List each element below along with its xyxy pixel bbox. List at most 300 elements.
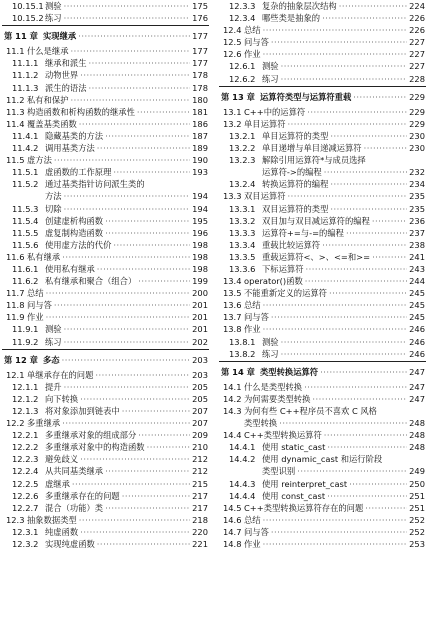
toc-entry-title: 多态 — [43, 354, 60, 365]
toc-section-entry[interactable] — [217, 287, 428, 299]
toc-section-entry[interactable] — [0, 417, 211, 429]
toc-entry-page-number: 215 — [192, 478, 208, 489]
toc-column-left — [0, 0, 211, 550]
toc-subsection-entry[interactable] — [217, 239, 428, 251]
toc-subsection-entry[interactable] — [0, 227, 211, 239]
toc-subsection-entry[interactable] — [0, 453, 211, 465]
toc-dot-leader — [349, 478, 407, 490]
toc-section-entry[interactable] — [217, 502, 428, 514]
toc-dot-leader — [324, 429, 407, 441]
toc-entry-title: 继承和派生 — [45, 58, 87, 69]
toc-subsection-entry[interactable] — [0, 336, 211, 348]
toc-entry-page-number: 248 — [409, 430, 425, 441]
toc-entry-page-number: 177 — [192, 58, 208, 69]
toc-entry-page-number: 193 — [192, 167, 208, 178]
toc-entry-title: 纯虚函数 — [45, 526, 79, 537]
toc-entry-page-number: 252 — [409, 526, 425, 537]
toc-entry-number: 13.3.3 — [229, 227, 256, 238]
toc-entry-page-number: 234 — [409, 179, 425, 190]
toc-entry-title: 切除 — [45, 203, 62, 214]
toc-entry-number: 13.8.2 — [229, 348, 256, 359]
toc-subsection-entry[interactable] — [0, 12, 211, 24]
toc-dot-leader — [64, 190, 191, 202]
toc-dot-leader — [64, 12, 191, 24]
toc-entry-number: 12.2.1 — [12, 430, 39, 441]
toc-subsection-entry[interactable] — [217, 490, 428, 502]
toc-subsection-entry[interactable] — [217, 227, 428, 239]
toc-entry-number: 13.2.2 — [229, 143, 256, 154]
toc-chapter-entry[interactable] — [0, 30, 211, 42]
toc-entry-title: 问与答 — [244, 312, 269, 323]
toc-entry-title: 混合（功能）类 — [45, 502, 104, 513]
toc-entry-number: 11.9 — [6, 312, 25, 323]
toc-section-entry[interactable] — [0, 369, 211, 381]
toc-entry-number: 13.4 — [223, 276, 242, 287]
toc-entry-number: 12.2.6 — [12, 490, 39, 501]
toc-subsection-entry[interactable] — [217, 0, 428, 12]
toc-entry-number: 12.4 — [223, 25, 242, 36]
toc-entry-number: 12.2.3 — [12, 454, 39, 465]
toc-entry-page-number: 207 — [192, 418, 208, 429]
toc-entry-page-number: 217 — [192, 490, 208, 501]
toc-dot-leader — [105, 130, 190, 142]
toc-entry-page-number: 245 — [409, 288, 425, 299]
toc-dot-leader — [279, 417, 407, 429]
toc-entry-title: 多重继承存在的问题 — [45, 490, 120, 501]
toc-entry-page-number: 245 — [409, 300, 425, 311]
toc-continuation-line[interactable] — [217, 465, 428, 477]
toc-subsection-entry[interactable] — [0, 215, 211, 227]
toc-entry-title: 调用基类方法 — [45, 143, 95, 154]
toc-section-entry[interactable] — [0, 106, 211, 118]
toc-entry-title: 解除引用运算符*与成员选择 — [262, 155, 366, 166]
toc-entry-page-number: 176 — [192, 13, 208, 24]
toc-entry-page-number: 205 — [192, 381, 208, 392]
toc-subsection-entry[interactable] — [217, 453, 428, 465]
toc-subsection-entry[interactable] — [217, 203, 428, 215]
toc-chapter-entry[interactable] — [217, 366, 428, 378]
toc-section-entry[interactable] — [217, 106, 428, 118]
toc-entry-page-number: 244 — [409, 276, 425, 287]
toc-entry-page-number: 248 — [409, 418, 425, 429]
toc-dot-leader — [330, 203, 407, 215]
toc-dot-leader — [271, 526, 407, 538]
toc-section-entry[interactable] — [217, 36, 428, 48]
toc-entry-title: 类型识别 — [262, 466, 296, 477]
toc-section-entry[interactable] — [217, 190, 428, 202]
toc-section-entry[interactable] — [217, 323, 428, 335]
toc-chapter-entry[interactable] — [0, 354, 211, 366]
toc-dot-leader — [263, 299, 408, 311]
toc-dot-leader — [80, 393, 190, 405]
toc-entry-number: 第 11 章 — [4, 31, 38, 42]
toc-section-entry[interactable] — [217, 405, 428, 417]
toc-section-entry[interactable] — [0, 514, 211, 526]
toc-entry-title: 类型转换 — [244, 418, 278, 429]
toc-section-entry[interactable] — [217, 299, 428, 311]
toc-dot-leader — [89, 82, 191, 94]
toc-subsection-entry[interactable] — [0, 478, 211, 490]
toc-entry-title: 覆盖基类函数 — [27, 118, 77, 129]
toc-entry-number: 14.5 — [223, 502, 242, 513]
toc-entry-page-number: 227 — [409, 37, 425, 48]
toc-section-entry[interactable] — [217, 48, 428, 60]
toc-entry-number: 13.3 — [223, 191, 242, 202]
toc-entry-title: 作业 — [244, 324, 261, 335]
toc-entry-page-number: 228 — [409, 73, 425, 84]
toc-subsection-entry[interactable] — [217, 478, 428, 490]
toc-dot-leader — [72, 478, 190, 490]
toc-entry-title: 转换运算符的编程 — [262, 179, 329, 190]
toc-dot-leader — [327, 490, 407, 502]
toc-dot-leader — [62, 251, 190, 263]
toc-section-entry[interactable] — [217, 538, 428, 550]
toc-entry-number: 14.4.1 — [229, 442, 256, 453]
toc-subsection-entry[interactable] — [0, 538, 211, 550]
toc-entry-title: 总结 — [244, 300, 261, 311]
toc-subsection-entry[interactable] — [0, 57, 211, 69]
toc-subsection-entry[interactable] — [0, 239, 211, 251]
toc-continuation-line[interactable] — [0, 190, 211, 202]
toc-dot-leader — [339, 0, 407, 12]
toc-dot-leader — [372, 251, 407, 263]
toc-dot-leader — [71, 94, 191, 106]
toc-dot-leader — [320, 366, 407, 378]
toc-entry-title: 练习 — [45, 336, 62, 347]
toc-dot-leader — [330, 130, 407, 142]
toc-subsection-entry[interactable] — [0, 441, 211, 453]
toc-section-entry[interactable] — [0, 118, 211, 130]
toc-entry-page-number: 190 — [192, 155, 208, 166]
toc-entry-title: 构造函数和析构函数的继承性 — [27, 106, 135, 117]
toc-entry-title: 测验 — [262, 61, 279, 72]
toc-entry-number: 12.1 — [6, 369, 25, 380]
toc-entry-page-number: 227 — [409, 49, 425, 60]
toc-entry-number: 12.1.3 — [12, 406, 39, 416]
toc-entry-number: 14.4.2 — [229, 454, 256, 465]
toc-entry-page-number: 207 — [192, 406, 208, 416]
toc-entry-title: 虚方法 — [27, 155, 52, 166]
toc-subsection-entry[interactable] — [0, 465, 211, 477]
toc-entry-title: 什么是继承 — [27, 46, 69, 57]
toc-entry-title: 单继承存在的问题 — [27, 369, 94, 380]
toc-subsection-entry[interactable] — [0, 203, 211, 215]
toc-entry-number: 14.6 — [223, 514, 242, 525]
toc-dot-leader — [281, 348, 408, 360]
toc-subsection-entry[interactable] — [0, 405, 211, 417]
toc-entry-title: operator()函数 — [244, 276, 303, 287]
toc-dot-leader — [64, 336, 191, 348]
toc-entry-title: 使用 dynamic_cast 和运行阶段 — [262, 454, 383, 465]
toc-subsection-entry[interactable] — [0, 0, 211, 12]
toc-entry-number: 14.8 — [223, 539, 242, 550]
toc-entry-page-number: 189 — [192, 143, 208, 154]
toc-dot-leader — [322, 239, 407, 251]
toc-subsection-entry[interactable] — [217, 130, 428, 142]
toc-entry-number: 12.5 — [223, 37, 242, 48]
toc-subsection-entry[interactable] — [217, 142, 428, 154]
toc-entry-title: 双目运算符 — [244, 191, 286, 202]
toc-entry-page-number: 201 — [192, 324, 208, 335]
toc-chapter-entry[interactable] — [217, 91, 428, 103]
toc-dot-leader — [365, 502, 407, 514]
toc-section-entry[interactable] — [217, 429, 428, 441]
toc-entry-page-number: 235 — [409, 191, 425, 202]
toc-entry-page-number: 202 — [192, 336, 208, 347]
toc-entry-title: 单目递增与单目递减运算符 — [262, 143, 362, 154]
toc-dot-leader — [281, 60, 408, 72]
toc-section-entry[interactable] — [0, 94, 211, 106]
toc-section-entry[interactable] — [0, 154, 211, 166]
toc-subsection-entry[interactable] — [217, 441, 428, 453]
toc-subsection-entry[interactable] — [217, 215, 428, 227]
toc-entry-number: 11.1.3 — [12, 82, 39, 93]
toc-subsection-entry[interactable] — [217, 263, 428, 275]
toc-entry-title: 总结 — [27, 288, 44, 299]
toc-subsection-entry[interactable] — [0, 263, 211, 275]
toc-continuation-line[interactable] — [217, 417, 428, 429]
toc-dot-leader — [263, 24, 408, 36]
toc-dot-leader — [64, 203, 191, 215]
toc-dot-leader — [263, 538, 408, 550]
toc-continuation-line[interactable] — [217, 166, 428, 178]
toc-entry-number: 11.9.1 — [12, 324, 39, 335]
toc-entry-number: 14.7 — [223, 526, 242, 537]
toc-subsection-entry[interactable] — [0, 69, 211, 81]
toc-subsection-entry[interactable] — [0, 490, 211, 502]
toc-subsection-entry[interactable] — [217, 251, 428, 263]
toc-section-entry[interactable] — [217, 311, 428, 323]
toc-dot-leader — [138, 429, 190, 441]
toc-section-entry[interactable] — [217, 526, 428, 538]
toc-entry-page-number: 212 — [192, 466, 208, 477]
toc-section-entry[interactable] — [0, 287, 211, 299]
toc-entry-page-number: 217 — [192, 502, 208, 513]
toc-entry-number: 14.4 — [223, 430, 242, 441]
toc-entry-title: 多重继承对象中的构造函数 — [45, 442, 145, 453]
toc-dot-leader — [353, 91, 407, 103]
toc-dot-leader — [46, 311, 191, 323]
toc-entry-title: 从共同基类继承 — [45, 466, 104, 477]
toc-subsection-entry[interactable] — [0, 82, 211, 94]
toc-entry-title: 类型转换运算符 — [260, 366, 319, 377]
toc-subsection-entry[interactable] — [0, 166, 211, 178]
toc-dot-leader — [327, 441, 407, 453]
toc-entry-number: 11.3 — [6, 106, 25, 117]
toc-section-entry[interactable] — [0, 311, 211, 323]
toc-entry-number: 12.2.2 — [12, 442, 39, 453]
toc-dot-leader — [271, 311, 407, 323]
toc-subsection-entry[interactable] — [0, 323, 211, 335]
toc-entry-page-number: 250 — [409, 478, 425, 489]
toc-entry-title: 重载运算符<、>、<=和>= — [262, 251, 371, 262]
toc-entry-number: 13.3.6 — [229, 263, 256, 274]
toc-entry-page-number: 195 — [192, 215, 208, 226]
toc-entry-page-number: 199 — [192, 276, 208, 287]
toc-dot-leader — [80, 526, 190, 538]
toc-dot-leader — [288, 190, 408, 202]
toc-entry-title: 单目运算符的类型 — [262, 130, 329, 141]
toc-dot-leader — [306, 263, 408, 275]
chapter-divider-line — [2, 25, 209, 26]
toc-entry-page-number: 203 — [192, 354, 208, 365]
toc-entry-number: 13.3.1 — [229, 203, 256, 214]
toc-entry-number: 12.3.3 — [229, 1, 256, 11]
toc-entry-page-number: 251 — [409, 502, 425, 513]
toc-entry-title: 作业 — [244, 49, 261, 60]
toc-entry-title: C++类型转换运算符存在的问题 — [244, 502, 364, 513]
toc-entry-title: 私有继承 — [27, 251, 61, 262]
toc-entry-number: 11.9.2 — [12, 336, 39, 347]
toc-entry-title: 动物世界 — [45, 70, 79, 81]
toc-entry-number: 13.2.3 — [229, 155, 256, 166]
toc-section-entry[interactable] — [217, 514, 428, 526]
toc-entry-title: 使用 reinterpret_cast — [262, 478, 348, 489]
toc-entry-title: 抽象数据类型 — [27, 514, 77, 525]
toc-dot-leader — [105, 215, 190, 227]
toc-entry-title: 作业 — [27, 312, 44, 323]
toc-entry-title: 哪些类是抽象的 — [262, 13, 321, 24]
toc-section-entry[interactable] — [217, 118, 428, 130]
toc-entry-number: 11.4 — [6, 118, 25, 129]
toc-subsection-entry[interactable] — [217, 348, 428, 360]
toc-section-entry[interactable] — [217, 393, 428, 405]
toc-dot-leader — [78, 30, 190, 42]
toc-dot-leader — [97, 142, 190, 154]
toc-entry-page-number: 249 — [409, 466, 425, 477]
toc-entry-title: 问与答 — [244, 526, 269, 537]
toc-dot-leader — [372, 215, 407, 227]
toc-entry-number: 12.3.1 — [12, 526, 39, 537]
toc-subsection-entry[interactable] — [0, 178, 211, 190]
toc-entry-page-number: 210 — [192, 442, 208, 453]
toc-entry-number: 11.6.1 — [12, 263, 39, 274]
toc-entry-page-number: 200 — [192, 288, 208, 299]
toc-entry-title: 方法 — [45, 191, 62, 202]
toc-subsection-entry[interactable] — [0, 142, 211, 154]
toc-subsection-entry[interactable] — [0, 275, 211, 287]
toc-subsection-entry[interactable] — [0, 381, 211, 393]
toc-section-entry[interactable] — [217, 381, 428, 393]
toc-entry-title: 向下转换 — [45, 393, 79, 404]
toc-entry-title: 多重继承 — [27, 418, 61, 429]
toc-entry-title: 私有继承和聚合（组合） — [45, 276, 137, 287]
toc-dot-leader — [80, 69, 190, 81]
toc-dot-leader — [138, 275, 190, 287]
toc-entry-number: 第 12 章 — [4, 354, 38, 365]
toc-dot-leader — [105, 465, 190, 477]
toc-entry-page-number: 221 — [192, 539, 208, 550]
toc-entry-page-number: 220 — [192, 526, 208, 537]
toc-entry-title: 测验 — [262, 336, 279, 347]
toc-entry-title: 问与答 — [244, 37, 269, 48]
toc-entry-title: 问与答 — [27, 300, 52, 311]
toc-entry-title: 使用虚方法的代价 — [45, 239, 112, 250]
toc-entry-title: 隐藏基类的方法 — [45, 130, 104, 141]
toc-entry-number: 13.3.5 — [229, 251, 256, 262]
toc-entry-title: 双目运算符的类型 — [262, 203, 329, 214]
toc-entry-title: 通过基类指针访问派生类的 — [45, 179, 145, 190]
toc-entry-number: 11.1.1 — [12, 58, 39, 69]
toc-dot-leader — [105, 227, 190, 239]
toc-entry-number: 13.5 — [223, 288, 242, 299]
toc-entry-page-number: 180 — [192, 94, 208, 105]
toc-dot-leader — [122, 490, 190, 502]
toc-entry-title: 运算符+=与-=的编程 — [262, 227, 344, 238]
toc-section-entry[interactable] — [0, 251, 211, 263]
toc-subsection-entry[interactable] — [217, 12, 428, 24]
toc-entry-title: 什么是类型转换 — [244, 381, 303, 392]
toc-entry-number: 11.5.6 — [12, 239, 39, 250]
toc-dot-leader — [364, 142, 408, 154]
toc-dot-leader — [312, 393, 407, 405]
toc-subsection-entry[interactable] — [217, 178, 428, 190]
toc-dot-leader — [95, 369, 190, 381]
toc-entry-number: 13.7 — [223, 312, 242, 323]
toc-entry-number: 12.2.7 — [12, 502, 39, 513]
toc-section-entry[interactable] — [217, 275, 428, 287]
toc-subsection-entry[interactable] — [0, 502, 211, 514]
toc-entry-title: 实现纯虚函数 — [45, 539, 95, 550]
toc-subsection-entry[interactable] — [217, 336, 428, 348]
toc-entry-page-number: 178 — [192, 82, 208, 93]
toc-entry-number: 14.4.3 — [229, 478, 256, 489]
toc-entry-title: 使用 const_cast — [262, 490, 326, 501]
toc-entry-page-number: 247 — [409, 381, 425, 392]
toc-entry-page-number: 187 — [192, 130, 208, 141]
toc-entry-number: 14.4.4 — [229, 490, 256, 501]
toc-subsection-entry[interactable] — [0, 130, 211, 142]
toc-entry-page-number: 253 — [409, 539, 425, 550]
toc-entry-title: 虚复制构造函数 — [45, 227, 104, 238]
toc-entry-number: 12.6 — [223, 49, 242, 60]
toc-entry-title: 虚继承 — [45, 478, 70, 489]
toc-subsection-entry[interactable] — [0, 393, 211, 405]
toc-entry-page-number: 201 — [192, 312, 208, 323]
toc-dot-leader — [79, 118, 190, 130]
toc-entry-page-number: 245 — [409, 312, 425, 323]
toc-subsection-entry[interactable] — [217, 73, 428, 85]
toc-section-entry[interactable] — [217, 24, 428, 36]
toc-entry-number: 13.8.1 — [229, 336, 256, 347]
toc-entry-number: 11.5.4 — [12, 215, 39, 226]
toc-entry-page-number: 248 — [409, 442, 425, 453]
toc-subsection-entry[interactable] — [217, 60, 428, 72]
toc-entry-number: 13.2.4 — [229, 179, 256, 190]
toc-dot-leader — [263, 323, 408, 335]
toc-entry-page-number: 186 — [192, 118, 208, 129]
toc-dot-leader — [64, 0, 191, 12]
toc-entry-page-number: 246 — [409, 336, 425, 347]
toc-entry-title: 使用 static_cast — [262, 442, 326, 453]
toc-section-entry[interactable] — [0, 299, 211, 311]
toc-dot-leader — [79, 514, 190, 526]
toc-subsection-entry[interactable] — [0, 526, 211, 538]
toc-entry-title: 使用私有继承 — [45, 263, 95, 274]
toc-dot-leader — [62, 417, 190, 429]
chapter-divider-line — [219, 86, 426, 87]
toc-subsection-entry[interactable] — [0, 429, 211, 441]
toc-entry-page-number: 218 — [192, 514, 208, 525]
toc-entry-number: 第 13 章 — [221, 91, 255, 102]
toc-entry-page-number: 209 — [192, 430, 208, 441]
toc-entry-page-number: 181 — [192, 106, 208, 117]
toc-entry-number: 13.2 — [223, 118, 242, 129]
toc-section-entry[interactable] — [0, 45, 211, 57]
toc-subsection-entry[interactable] — [217, 154, 428, 166]
toc-dot-leader — [105, 502, 190, 514]
toc-entry-title: C++中的运算符 — [244, 106, 306, 117]
